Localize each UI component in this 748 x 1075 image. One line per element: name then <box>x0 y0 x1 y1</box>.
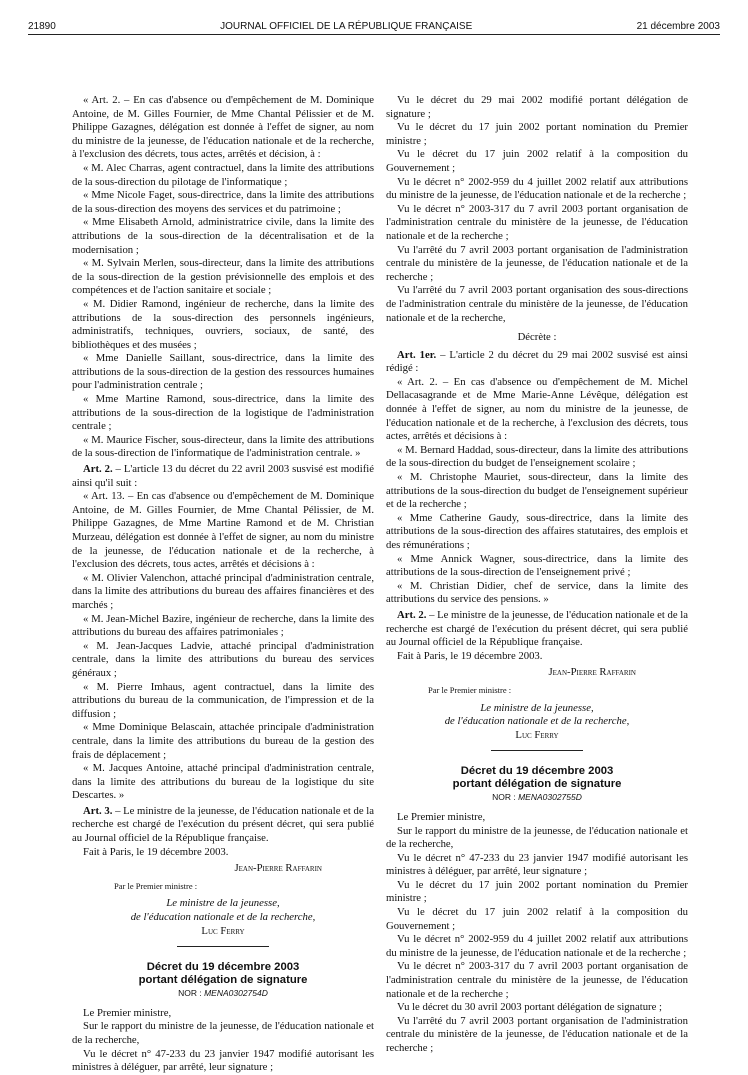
premier-ministre-line: Par le Premier ministre : <box>428 684 512 695</box>
nor-reference <box>386 791 688 805</box>
article-paragraph <box>386 349 688 376</box>
paragraph: « Mme Danielle Saillant, sous-directrice, dans la limite des attributions de la sous-direction de la gestion des ressources humaines pour l'administration centrale ; <box>72 352 374 392</box>
paragraph: « M. Christian Didier, chef de service, dans la limite des attributions du service des pensions. » <box>386 579 688 606</box>
paragraph: Sur le rapport du ministre de la jeunesse, de l'éducation nationale et de la recherche, <box>72 1020 374 1046</box>
signature: Jean-Pierre Raffarin <box>548 666 636 679</box>
paragraph: « M. Maurice Fischer, sous-directeur, dans la limite des attributions de la sous-direction de l'informatique de l'administration centrale. » <box>72 433 374 460</box>
page-header <box>28 18 720 34</box>
paragraph: « M. Didier Ramond, ingénieur de recherche, dans la limite des attributions de la sous-direction des personnels ingénieurs, administratifs, techniques, ouvriers, sociaux, de santé, des bibliothèques et des musées ; <box>72 297 374 351</box>
left-column <box>72 94 374 1075</box>
article-label: Art. 2. <box>83 463 113 476</box>
paragraph: Sur le rapport du ministre de la jeunesse, de l'éducation nationale et de la recherche, <box>386 824 688 851</box>
paragraph: Vu le décret du 17 juin 2002 portant nomination du Premier ministre ; <box>386 878 688 905</box>
paragraph: « M. Alec Charras, agent contractuel, dans la limite des attributions de la sous-direction du pilotage de l'informatique ; <box>72 161 374 188</box>
nor-label: NOR : <box>178 988 205 999</box>
paragraph: Vu l'arrêté du 7 avril 2003 portant organisation de l'administration centrale du ministère de la jeunesse, de l'éducation nationale et de la recherche ; <box>386 243 688 283</box>
nor-code: MENA0302755D <box>518 792 582 803</box>
paragraph: Le Premier ministre, <box>397 810 486 823</box>
article-label: Art. 1er. <box>397 348 437 361</box>
paragraph: Vu le décret n° 2002-959 du 4 juillet 2002 relatif aux attributions du ministre de la jeunesse, de l'éducation nationale et de la recherche ; <box>386 933 688 959</box>
paragraph: « Art. 2. – En cas d'absence ou d'empêchement de M. Michel Dellacasagrande et de Mme Marie-Anne Lévêque, délégation est donnée à l'effet de signer, au nom du ministre de la jeunesse, de l'éducation nationale et de la recherche, à l'exclusion des décrets, tous actes, arrêtés et décisions à : <box>386 375 688 443</box>
paragraph: « M. Jacques Antoine, attaché principal d'administration centrale, dans la limite des attributions du bureau de la logistique du site Descartes. » <box>72 762 374 802</box>
paragraph: Vu le décret n° 47-233 du 23 janvier 1947 modifié autorisant les ministres à déléguer, par arrêté, leur signature ; <box>386 851 688 878</box>
article-paragraph <box>72 463 374 490</box>
decrete-heading: Décrète : <box>517 331 557 344</box>
article-text: – L'article 13 du décret du 22 avril 2003 susvisé est modifié ainsi qu'il suit : <box>72 463 374 489</box>
nor-label: NOR : <box>492 792 519 803</box>
paragraph: « Art. 13. – En cas d'absence ou d'empêchement de M. Dominique Antoine, de M. Gilles Fournier, de Mme Chantal Pélissier, de M. Philippe Gazagnes, de Mme Martine Ramond et de M. Christian Murzeau, délégation est donnée à l'effet de signer, au nom du ministre de la jeunesse, de l'éducation nationale et de la recherche, à l'exclusion des décrets, tous actes, arrêtés et décisions à : <box>72 490 374 571</box>
paragraph: « M. Olivier Valenchon, attaché principal d'administration centrale, dans la limite des attributions du bureau des affaires financières et des marchés ; <box>72 571 374 611</box>
decree-subtitle: portant délégation de signature <box>452 778 622 791</box>
minister-title: Le ministre de la jeunesse, <box>480 701 594 714</box>
place-date: Fait à Paris, le 19 décembre 2003. <box>83 845 229 858</box>
article-text: – Le ministre de la jeunesse, de l'éducation nationale et de la recherche est chargé de l'exécution du présent décret, qui sera publié au Journal officiel de la République française. <box>386 608 688 649</box>
paragraph: « Mme Dominique Belascain, attachée principale d'administration centrale, dans la limite des attributions du bureau de la gestion des frais de déplacement ; <box>72 721 374 761</box>
paragraph: Vu le décret n° 47-233 du 23 janvier 1947 modifié autorisant les ministres à déléguer, par arrêté, leur signature ; <box>72 1047 374 1074</box>
nor-code: MENA0302754D <box>204 988 268 999</box>
paragraph: Vu le décret du 30 avril 2003 portant délégation de signature ; <box>397 1001 662 1014</box>
paragraph: « M. Pierre Imhaus, agent contractuel, dans la limite des attributions du bureau de la communication, de l'impression et de la diffusion ; <box>72 680 374 720</box>
article-text: – Le ministre de la jeunesse, de l'éducation nationale et de la recherche est chargé de l'exécution du présent décret, qui sera publié au Journal officiel de la République française. <box>72 804 374 845</box>
place-date: Fait à Paris, le 19 décembre 2003. <box>397 649 543 662</box>
header-rule <box>28 34 720 35</box>
paragraph: « M. Christophe Mauriet, sous-directeur, dans la limite des attributions de la sous-direction du budget de l'enseignement supérieur et de la recherche ; <box>386 471 688 511</box>
minister-name: Luc Ferry <box>515 728 559 741</box>
signature: Jean-Pierre Raffarin <box>234 862 322 875</box>
premier-ministre-line: Par le Premier ministre : <box>114 880 198 891</box>
paragraph: Vu le décret n° 2003-317 du 7 avril 2003 portant organisation de l'administration centrale du ministère de la jeunesse, de l'éducation nationale et de la recherche ; <box>386 202 688 242</box>
paragraph: « Mme Martine Ramond, sous-directrice, dans la limite des attributions de la sous-direction de la logistique de l'administration centrale ; <box>72 393 374 433</box>
separator-rule <box>177 946 269 947</box>
paragraph: Vu le décret du 17 juin 2002 portant nomination du Premier ministre ; <box>386 121 688 147</box>
paragraph: Le Premier ministre, <box>83 1006 172 1019</box>
minister-title: de l'éducation nationale et de la recherche, <box>444 715 630 728</box>
paragraph: « M. Jean-Jacques Ladvie, attaché principal d'administration centrale, dans la limite des attributions du bureau des services généraux ; <box>72 639 374 679</box>
paragraph: « Art. 2. – En cas d'absence ou d'empêchement de M. Dominique Antoine, de M. Gilles Fournier, de Mme Chantal Pélissier et de M. Philippe Gazagnes, délégation est donnée à l'effet de signer, au nom du ministre de la jeunesse, de l'éducation nationale et de la recherche, à l'exclusion des décrets, tous actes, arrêtés et décision, à : <box>72 94 374 161</box>
article-text: – L'article 2 du décret du 29 mai 2002 susvisé est ainsi rédigé : <box>386 348 688 375</box>
paragraph: « Mme Elisabeth Arnold, administratrice civile, dans la limite des attributions de la sous-direction de la décentralisation et de la modernisation ; <box>72 216 374 256</box>
paragraph: « M. Jean-Michel Bazire, ingénieur de recherche, dans la limite des attributions du bureau des affaires patrimoniales ; <box>72 612 374 639</box>
paragraph: Vu le décret n° 2002-959 du 4 juillet 2002 relatif aux attributions du ministre de la jeunesse, de l'éducation nationale et de la recherche ; <box>386 175 688 202</box>
paragraph: « Mme Annick Wagner, sous-directrice, dans la limite des attributions de la sous-direction de l'enseignement privé ; <box>386 552 688 579</box>
paragraph: Vu le décret du 17 juin 2002 relatif à la composition du Gouvernement ; <box>386 906 688 932</box>
decree-title: Décret du 19 décembre 2003 <box>460 765 614 778</box>
paragraph: « Mme Nicole Faget, sous-directrice, dans la limite des attributions de la sous-direction des moyens des services et du patrimoine ; <box>72 189 374 215</box>
paragraph: Vu l'arrêté du 7 avril 2003 portant organisation de l'administration centrale du ministère de la jeunesse, de l'éducation nationale et de la recherche ; <box>386 1014 688 1054</box>
paragraph: « M. Bernard Haddad, sous-directeur, dans la limite des attributions de la sous-direction du budget de l'enseignement scolaire ; <box>386 443 688 470</box>
decree-title: Décret du 19 décembre 2003 <box>146 961 300 974</box>
article-paragraph <box>386 609 688 650</box>
article-paragraph <box>72 805 374 846</box>
paragraph: Vu le décret du 17 juin 2002 relatif à la composition du Gouvernement ; <box>386 148 688 174</box>
minister-name: Luc Ferry <box>201 924 245 937</box>
article-label: Art. 3. <box>83 804 113 817</box>
right-column <box>386 94 688 1056</box>
separator-rule <box>491 750 583 751</box>
paragraph: « Mme Catherine Gaudy, sous-directrice, dans la limite des attributions de la sous-direction des affaires statutaires, des emplois et des rémunérations ; <box>386 511 688 551</box>
minister-title: de l'éducation nationale et de la recherche, <box>130 911 316 924</box>
page-number: 21890 <box>28 20 56 32</box>
paragraph: Vu l'arrêté du 7 avril 2003 portant organisation des sous-directions de l'administration centrale du ministère de la jeunesse, de l'éducation nationale et de la recherche, <box>386 284 688 324</box>
header-date: 21 décembre 2003 <box>636 20 720 32</box>
paragraph: Vu le décret du 29 mai 2002 modifié portant délégation de signature ; <box>386 94 688 120</box>
minister-title: Le ministre de la jeunesse, <box>166 897 280 910</box>
paragraph: Vu le décret n° 2003-317 du 7 avril 2003 portant organisation de l'administration centrale du ministère de la jeunesse, de l'éducation nationale et de la recherche ; <box>386 960 688 1000</box>
nor-reference <box>72 987 374 1001</box>
paragraph: « M. Sylvain Merlen, sous-directeur, dans la limite des attributions de la sous-direction de la gestion prévisionnelle des emplois et des compétences et de l'action sanitaire et sociale ; <box>72 257 374 297</box>
journal-title: JOURNAL OFFICIEL DE LA RÉPUBLIQUE FRANÇAISE <box>220 20 473 32</box>
decree-subtitle: portant délégation de signature <box>138 974 308 987</box>
article-label: Art. 2. <box>397 608 427 621</box>
